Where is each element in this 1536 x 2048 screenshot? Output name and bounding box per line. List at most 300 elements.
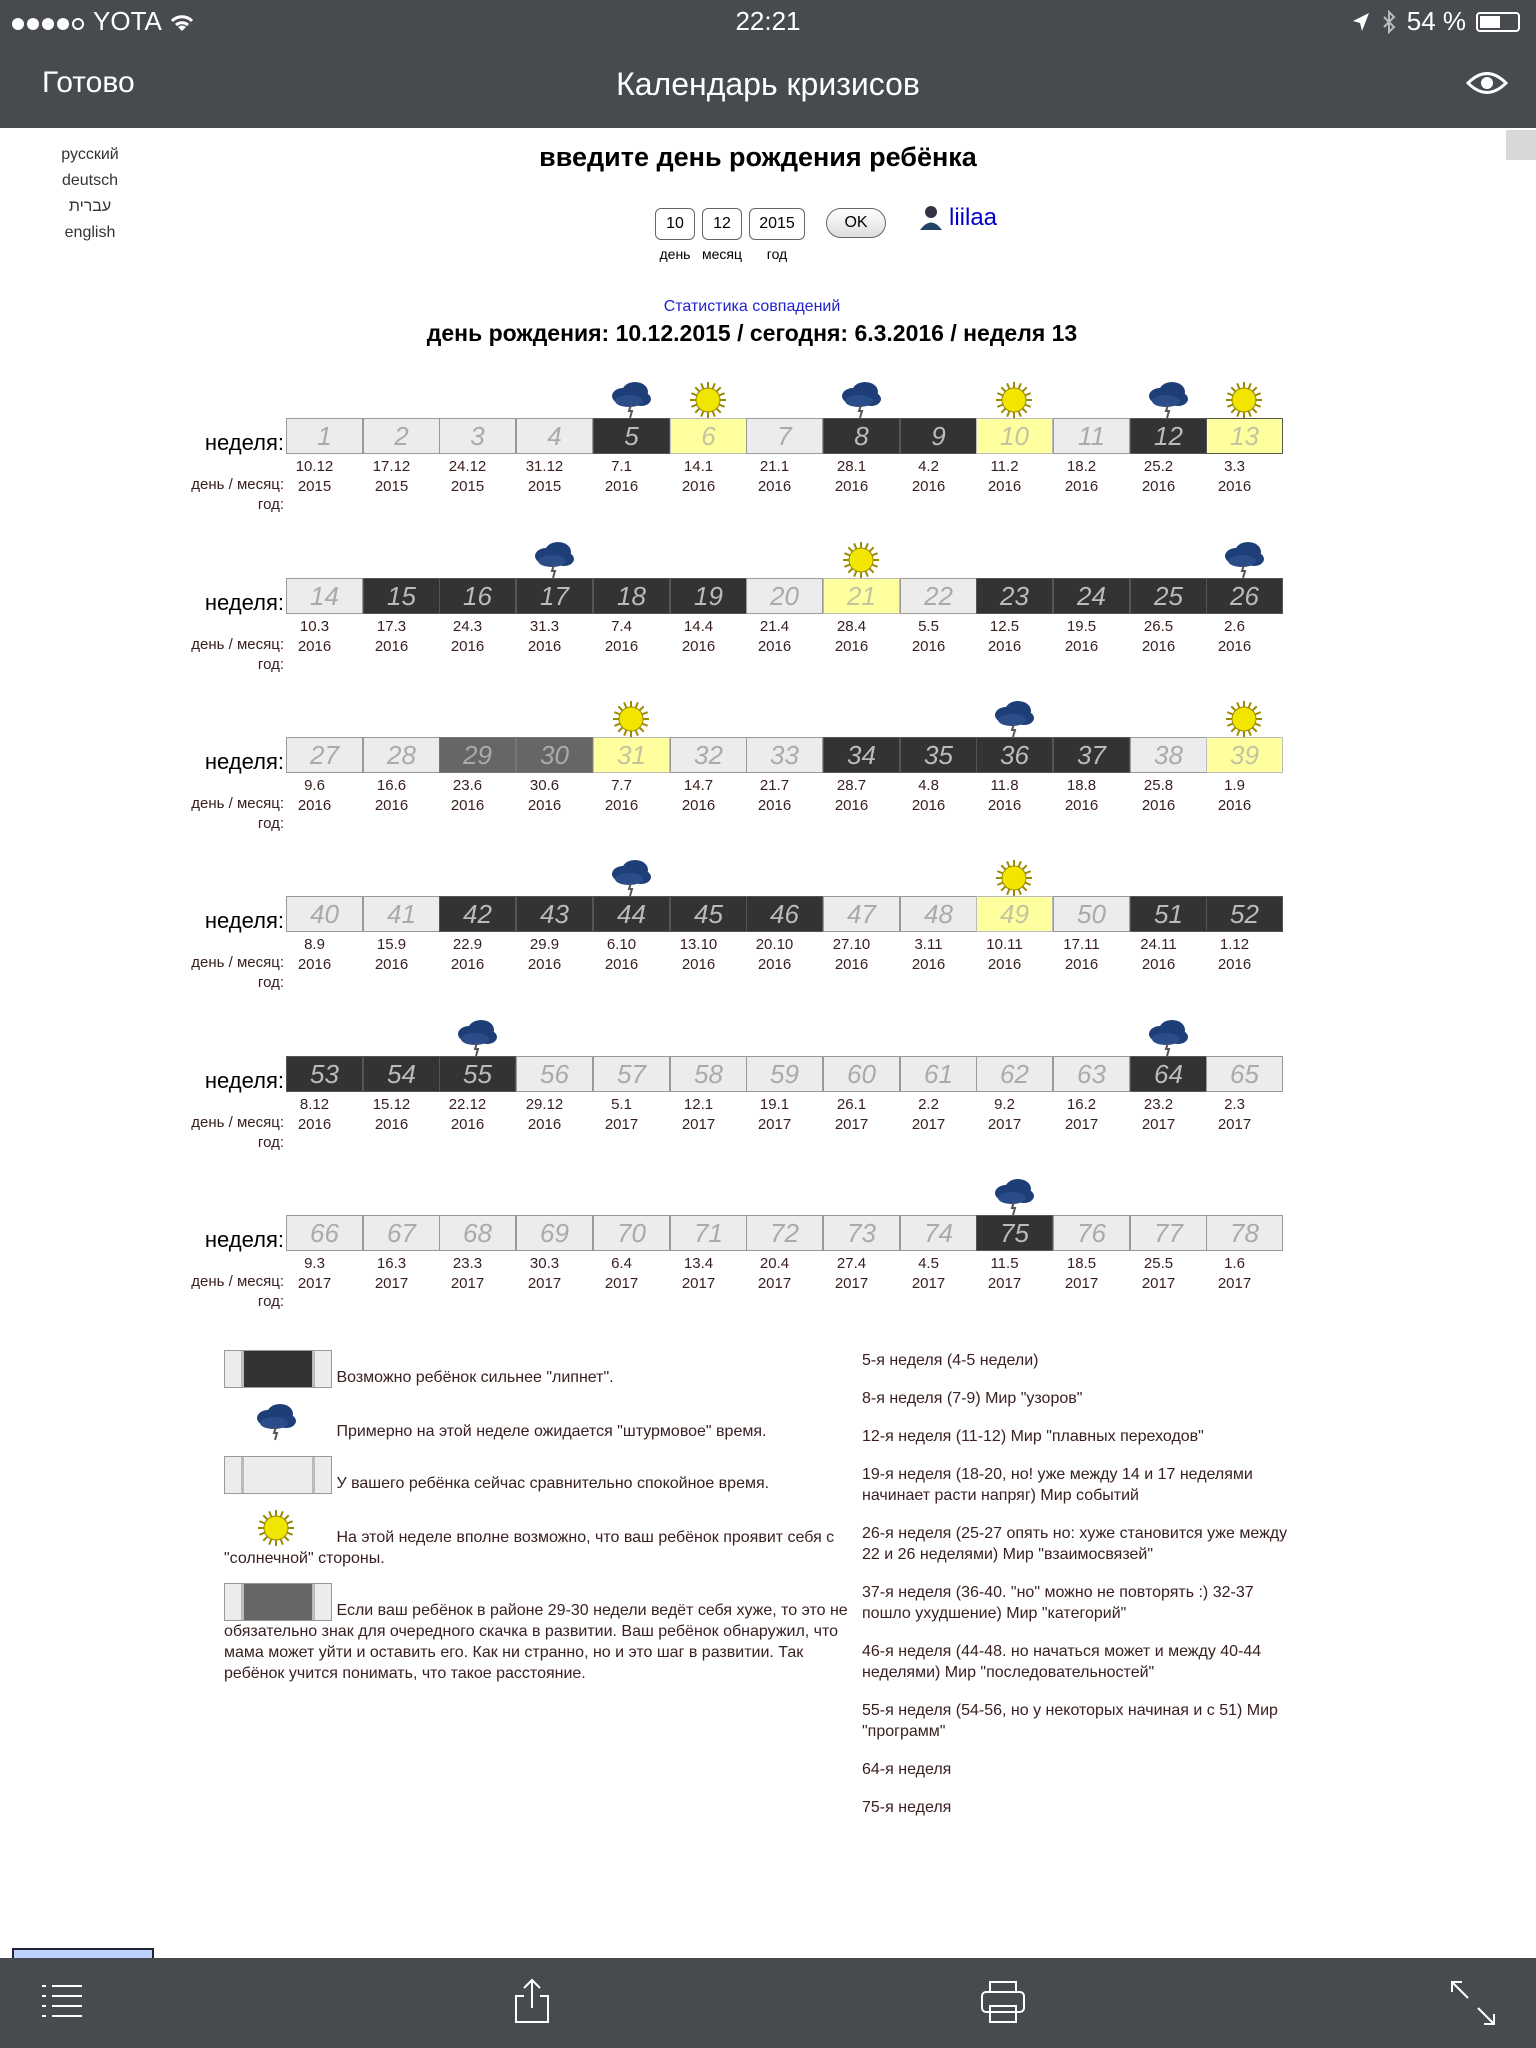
week-date: 20.10 [755,936,794,953]
daymonth-row-label: день / месяц: [191,954,284,971]
week-year: 2016 [1064,797,1099,814]
legend-item [224,1456,854,1494]
birthday-summary: день рождения: 10.12.2015 / сегодня: 6.3.2016 / неделя 13 [426,320,1078,346]
week-date: 2.6 [1224,618,1245,635]
sun-icon [1222,380,1266,420]
week-cell[interactable]: 60 [823,1056,900,1092]
week-date: 12.5 [989,618,1020,635]
share-icon[interactable] [514,1978,550,2024]
week-cell[interactable]: 62 [976,1056,1053,1092]
week-date: 23.3 [452,1255,483,1272]
week-year: 2017 [450,1275,485,1292]
week-cell[interactable]: 13 [1206,418,1283,454]
week-year: 2016 [297,638,332,655]
week-cell[interactable]: 26 [1206,578,1283,614]
web-page [0,128,1536,1958]
week-date: 6.4 [611,1255,632,1272]
week-cell[interactable]: 27 [286,737,363,773]
week-date: 11.2 [990,458,1019,475]
week-cell[interactable]: 53 [286,1056,363,1092]
storm-icon [609,858,653,898]
week-date: 1.9 [1224,777,1245,794]
week-date: 25.2 [1143,458,1174,475]
week-row [0,378,1300,528]
week-date: 21.1 [759,458,790,475]
week-year: 2016 [374,797,409,814]
week-date: 22.12 [448,1096,487,1113]
week-date: 11.5 [990,1255,1019,1272]
expand-icon[interactable] [1450,1980,1496,2026]
week-cell[interactable]: 30 [516,737,593,773]
week-cell[interactable]: 66 [286,1215,363,1251]
week-date: 3.11 [914,936,943,953]
week-row [0,856,1300,1006]
week-year: 2016 [911,638,946,655]
week-cell[interactable]: 8 [823,418,900,454]
week-year: 2017 [527,1275,562,1292]
sun-icon [839,540,883,580]
week-date: 10.11 [986,936,1023,953]
week-date: 16.3 [376,1255,407,1272]
week-date: 3.3 [1224,458,1245,475]
week-year: 2016 [1217,638,1252,655]
week-year: 2017 [757,1275,792,1292]
week-date: 9.3 [304,1255,325,1272]
week-date: 22.9 [452,936,483,953]
stats-link[interactable]: Статистика совпадений [663,298,841,315]
week-date: 9.2 [994,1096,1015,1113]
legend-light-swatch [224,1456,332,1494]
week-date: 31.3 [529,618,560,635]
week-cell[interactable]: 74 [900,1215,977,1251]
legend-text: Если ваш ребёнок в районе 29-30 недели ведёт себя хуже, то это не обязательно знак для очередного скачка в развитии. Ваш ребёнок обнаружил, что мама может уйти и оставить его. Как ни странно, но и это шаг в развитии. Так ребёнок учится понимать, что такое расстояние. [224,1602,848,1682]
week-date: 10.3 [299,618,330,635]
ok-button[interactable]: OK [826,208,886,238]
legend-item [224,1583,854,1684]
week-cell[interactable]: 40 [286,896,363,932]
week-cell[interactable]: 77 [1130,1215,1207,1251]
storm-icon [532,540,576,580]
daymonth-row-label: день / месяц: [191,636,284,653]
sun-icon [609,699,653,739]
week-year: 2015 [374,478,409,495]
week-cell[interactable]: 2 [363,418,440,454]
week-date: 11.8 [990,777,1019,794]
week-date: 24.12 [448,458,487,475]
daymonth-row-label: день / месяц: [191,476,284,493]
week-cell[interactable]: 12 [1130,418,1207,454]
week-cell[interactable]: 51 [1130,896,1207,932]
week-cell[interactable]: 16 [439,578,516,614]
week-cell[interactable]: 14 [286,578,363,614]
week-cell[interactable]: 46 [746,896,823,932]
week-date: 16.6 [376,777,407,794]
week-date: 7.7 [611,777,632,794]
legend-text: У вашего ребёнка сейчас сравнительно спокойное время. [336,1475,770,1492]
year-row-label: год: [257,815,284,832]
week-cell[interactable]: 52 [1206,896,1283,932]
week-year: 2016 [527,638,562,655]
year-row-label: год: [257,1134,284,1151]
week-year: 2017 [1064,1275,1099,1292]
week-year: 2017 [374,1275,409,1292]
print-icon[interactable] [980,1980,1026,2024]
week-date: 23.6 [452,777,483,794]
week-cell[interactable]: 7 [746,418,823,454]
week-date: 15.9 [376,936,407,953]
lang-hebrew[interactable]: עברית [68,198,112,215]
week-date: 13.4 [683,1255,714,1272]
week-row [0,1016,1300,1166]
week-year: 2017 [987,1116,1022,1133]
week-year: 2016 [911,478,946,495]
week-cell[interactable]: 9 [900,418,977,454]
week-cell[interactable]: 54 [363,1056,440,1092]
week-year: 2015 [297,478,332,495]
week-cell[interactable]: 72 [746,1215,823,1251]
week-date: 25.5 [1143,1255,1174,1272]
storm-icon [609,380,653,420]
week-cell[interactable]: 23 [976,578,1053,614]
week-date: 12.1 [683,1096,714,1113]
week-date: 31.12 [525,458,564,475]
week-cell[interactable]: 35 [900,737,977,773]
week-cell[interactable]: 49 [976,896,1053,932]
week-cell[interactable]: 33 [746,737,823,773]
week-cell[interactable]: 69 [516,1215,593,1251]
week-cell[interactable]: 65 [1206,1056,1283,1092]
week-year: 2017 [911,1275,946,1292]
week-year: 2016 [450,956,485,973]
storm-icon [992,699,1036,739]
week-year: 2016 [450,797,485,814]
week-cell[interactable]: 45 [670,896,747,932]
week-year: 2016 [297,797,332,814]
week-cell[interactable]: 21 [823,578,900,614]
week-cell[interactable]: 76 [1053,1215,1130,1251]
week-date: 7.4 [611,618,632,635]
week-cell[interactable]: 5 [593,418,670,454]
week-date: 29.9 [529,936,560,953]
week-year: 2016 [1064,956,1099,973]
week-year: 2016 [987,638,1022,655]
week-cell[interactable]: 78 [1206,1215,1283,1251]
week-cell[interactable]: 61 [900,1056,977,1092]
week-cell[interactable]: 24 [1053,578,1130,614]
year-caption: год [766,246,788,262]
week-date: 7.1 [611,458,632,475]
week-date: 8.12 [299,1096,330,1113]
week-date: 1.6 [1224,1255,1245,1272]
week-year: 2017 [681,1275,716,1292]
week-date: 2.2 [918,1096,939,1113]
week-cell[interactable]: 37 [1053,737,1130,773]
week-year: 2016 [681,956,716,973]
week-date: 19.1 [759,1096,790,1113]
week-cell[interactable]: 59 [746,1056,823,1092]
week-year: 2016 [834,797,869,814]
year-row-label: год: [257,1293,284,1310]
week-date: 14.1 [683,458,714,475]
week-note: 37-я неделя (36-40. "но" можно не повторять :) 32-37 пошло ухудшение) Мир "категорий" [862,1584,1254,1622]
week-date: 15.12 [372,1096,411,1113]
week-year: 2016 [987,956,1022,973]
week-date: 21.7 [759,777,790,794]
storm-icon [839,380,883,420]
week-row-label: неделя: [204,590,284,615]
week-note: 75-я неделя [862,1799,952,1816]
week-year: 2016 [757,478,792,495]
week-cell[interactable]: 55 [439,1056,516,1092]
week-cell[interactable]: 63 [1053,1056,1130,1092]
week-date: 14.7 [683,777,714,794]
week-year: 2016 [757,638,792,655]
sun-icon [992,380,1036,420]
daymonth-row-label: день / месяц: [191,1114,284,1131]
battery-icon [1476,12,1520,32]
week-year: 2017 [604,1275,639,1292]
week-year: 2016 [450,1116,485,1133]
week-year: 2016 [1141,956,1176,973]
week-date: 28.1 [836,458,867,475]
legend-text: Примерно на этой неделе ожидается "штурмовое" время. [336,1423,767,1440]
week-date: 20.4 [759,1255,790,1272]
week-year: 2016 [834,956,869,973]
week-date: 26.1 [836,1096,867,1113]
week-year: 2016 [297,1116,332,1133]
legend-mid-swatch [224,1583,332,1621]
week-notes [862,1350,1292,1835]
year-row-label: год: [257,496,284,513]
week-date: 9.6 [304,777,325,794]
user-icon [919,205,943,231]
week-cell[interactable]: 3 [439,418,516,454]
user-link[interactable] [919,204,997,232]
legend-text: На этой неделе вполне возможно, что ваш ребёнок проявит себя с "солнечной" стороны. [224,1529,835,1567]
week-cell[interactable]: 6 [670,418,747,454]
legend-storm-icon [254,1402,298,1442]
week-cell[interactable]: 11 [1053,418,1130,454]
week-year: 2016 [374,956,409,973]
daymonth-row-label: день / месяц: [191,795,284,812]
eye-icon[interactable] [1466,68,1508,98]
year-input[interactable]: 2015 [749,208,805,240]
week-year: 2016 [297,956,332,973]
week-cell[interactable]: 73 [823,1215,900,1251]
week-year: 2016 [1064,638,1099,655]
week-cell[interactable]: 19 [670,578,747,614]
week-date: 13.10 [679,936,718,953]
week-cell[interactable]: 17 [516,578,593,614]
week-cell[interactable]: 31 [593,737,670,773]
week-year: 2016 [604,797,639,814]
year-row-label: год: [257,656,284,673]
week-cell[interactable]: 71 [670,1215,747,1251]
week-cell[interactable]: 48 [900,896,977,932]
legend-item [224,1402,854,1442]
bluetooth-icon [1381,10,1397,34]
week-date: 16.2 [1066,1096,1097,1113]
week-date: 21.4 [759,618,790,635]
week-year: 2017 [1141,1275,1176,1292]
lang-german[interactable]: deutsch [61,172,119,189]
week-cell[interactable]: 57 [593,1056,670,1092]
week-year: 2017 [681,1116,716,1133]
week-cell[interactable]: 32 [670,737,747,773]
week-cell[interactable]: 10 [976,418,1053,454]
daymonth-row-label: день / месяц: [191,1273,284,1290]
week-year: 2015 [450,478,485,495]
week-year: 2017 [834,1275,869,1292]
week-year: 2016 [604,638,639,655]
week-year: 2016 [527,1116,562,1133]
visitor-counter [12,1948,154,1958]
week-cell[interactable]: 70 [593,1215,670,1251]
week-note: 5-я неделя (4-5 недели) [862,1352,1039,1369]
week-note: 19-я неделя (18-20, но! уже между 14 и 17 неделями начинает расти напряг) Мир событий [862,1466,1253,1504]
navigation-bar [0,42,1536,128]
week-cell[interactable]: 64 [1130,1056,1207,1092]
week-date: 17.11 [1063,936,1100,953]
week-row [0,1175,1300,1325]
week-cell[interactable]: 67 [363,1215,440,1251]
week-date: 6.10 [606,936,637,953]
week-year: 2016 [1217,956,1252,973]
week-year: 2016 [1064,478,1099,495]
week-cell[interactable]: 41 [363,896,440,932]
lang-russian[interactable]: русский [61,146,119,163]
week-date: 19.5 [1066,618,1097,635]
week-row [0,697,1300,847]
week-cell[interactable]: 50 [1053,896,1130,932]
legend-item [224,1508,854,1569]
week-year: 2017 [911,1116,946,1133]
week-year: 2016 [681,797,716,814]
week-date: 5.5 [918,618,939,635]
carrier: YOTA [93,6,162,36]
page-title: Календарь кризисов [616,66,920,102]
week-year: 2016 [834,638,869,655]
week-row-label: неделя: [204,908,284,933]
week-row-label: неделя: [204,749,284,774]
week-cell[interactable]: 20 [746,578,823,614]
week-date: 24.11 [1140,936,1177,953]
day-input[interactable]: 10 [655,208,695,240]
bottom-toolbar [0,1958,1536,2048]
status-right [1351,6,1520,37]
week-cell[interactable]: 1 [286,418,363,454]
week-year: 2017 [1217,1275,1252,1292]
week-cell[interactable]: 18 [593,578,670,614]
week-cell[interactable]: 68 [439,1215,516,1251]
week-cell[interactable]: 58 [670,1056,747,1092]
week-year: 2016 [681,638,716,655]
week-year: 2016 [757,797,792,814]
week-year: 2017 [1217,1116,1252,1133]
week-date: 10.12 [295,458,334,475]
week-date: 27.10 [832,936,871,953]
form-heading: введите день рождения ребёнка [539,142,977,172]
year-row-label: год: [257,974,284,991]
week-year: 2016 [1141,638,1176,655]
week-date: 26.5 [1143,618,1174,635]
sun-icon [992,858,1036,898]
week-year: 2015 [527,478,562,495]
week-date: 17.3 [376,618,407,635]
list-icon[interactable] [40,1980,84,2024]
legend-text: Возможно ребёнок сильнее "липнет". [336,1369,614,1386]
week-cell[interactable]: 43 [516,896,593,932]
week-cell[interactable]: 47 [823,896,900,932]
week-note: 64-я неделя [862,1761,952,1778]
week-year: 2016 [834,478,869,495]
week-date: 8.9 [304,936,325,953]
month-caption: месяц [701,246,742,262]
week-year: 2017 [1064,1116,1099,1133]
week-year: 2016 [1141,478,1176,495]
storm-icon [1146,380,1190,420]
week-cell[interactable]: 28 [363,737,440,773]
week-cell[interactable]: 29 [439,737,516,773]
week-date: 4.5 [918,1255,939,1272]
sun-icon [686,380,730,420]
week-note: 26-я неделя (25-27 опять но: хуже становится уже между 22 и 26 неделями) Мир "взаимосвязей" [862,1525,1288,1563]
week-year: 2017 [297,1275,332,1292]
week-cell[interactable]: 22 [900,578,977,614]
week-date: 5.1 [611,1096,632,1113]
week-year: 2016 [527,797,562,814]
week-cell[interactable]: 36 [976,737,1053,773]
week-note: 12-я неделя (11-12) Мир "плавных переходов" [862,1428,1204,1445]
legend-dark-swatch [224,1350,332,1388]
week-row-label: неделя: [204,1227,284,1252]
week-year: 2017 [757,1116,792,1133]
week-cell[interactable]: 38 [1130,737,1207,773]
week-date: 27.4 [836,1255,867,1272]
week-year: 2016 [757,956,792,973]
week-year: 2016 [681,478,716,495]
week-year: 2016 [1141,797,1176,814]
week-cell[interactable]: 42 [439,896,516,932]
week-cell[interactable]: 15 [363,578,440,614]
battery-percent: 54 % [1406,6,1466,36]
week-cell[interactable]: 44 [593,896,670,932]
week-year: 2017 [1141,1116,1176,1133]
week-cell[interactable]: 34 [823,737,900,773]
week-date: 2.3 [1224,1096,1245,1113]
week-year: 2017 [834,1116,869,1133]
week-year: 2016 [987,478,1022,495]
week-date: 18.2 [1066,458,1097,475]
storm-icon [455,1018,499,1058]
user-name[interactable]: liilaa [949,204,998,231]
month-input[interactable]: 12 [702,208,742,240]
done-button[interactable]: Готово [42,66,135,99]
week-date: 25.8 [1143,777,1174,794]
week-cell[interactable]: 56 [516,1056,593,1092]
week-row [0,538,1300,688]
week-cell[interactable]: 25 [1130,578,1207,614]
status-time: 22:21 [735,6,801,36]
lang-english[interactable]: english [64,224,116,241]
week-cell[interactable]: 4 [516,418,593,454]
week-date: 18.5 [1066,1255,1097,1272]
week-date: 17.12 [372,458,411,475]
week-date: 4.8 [918,777,939,794]
storm-icon [1146,1018,1190,1058]
week-cell[interactable]: 75 [976,1215,1053,1251]
week-cell[interactable]: 39 [1206,737,1283,773]
